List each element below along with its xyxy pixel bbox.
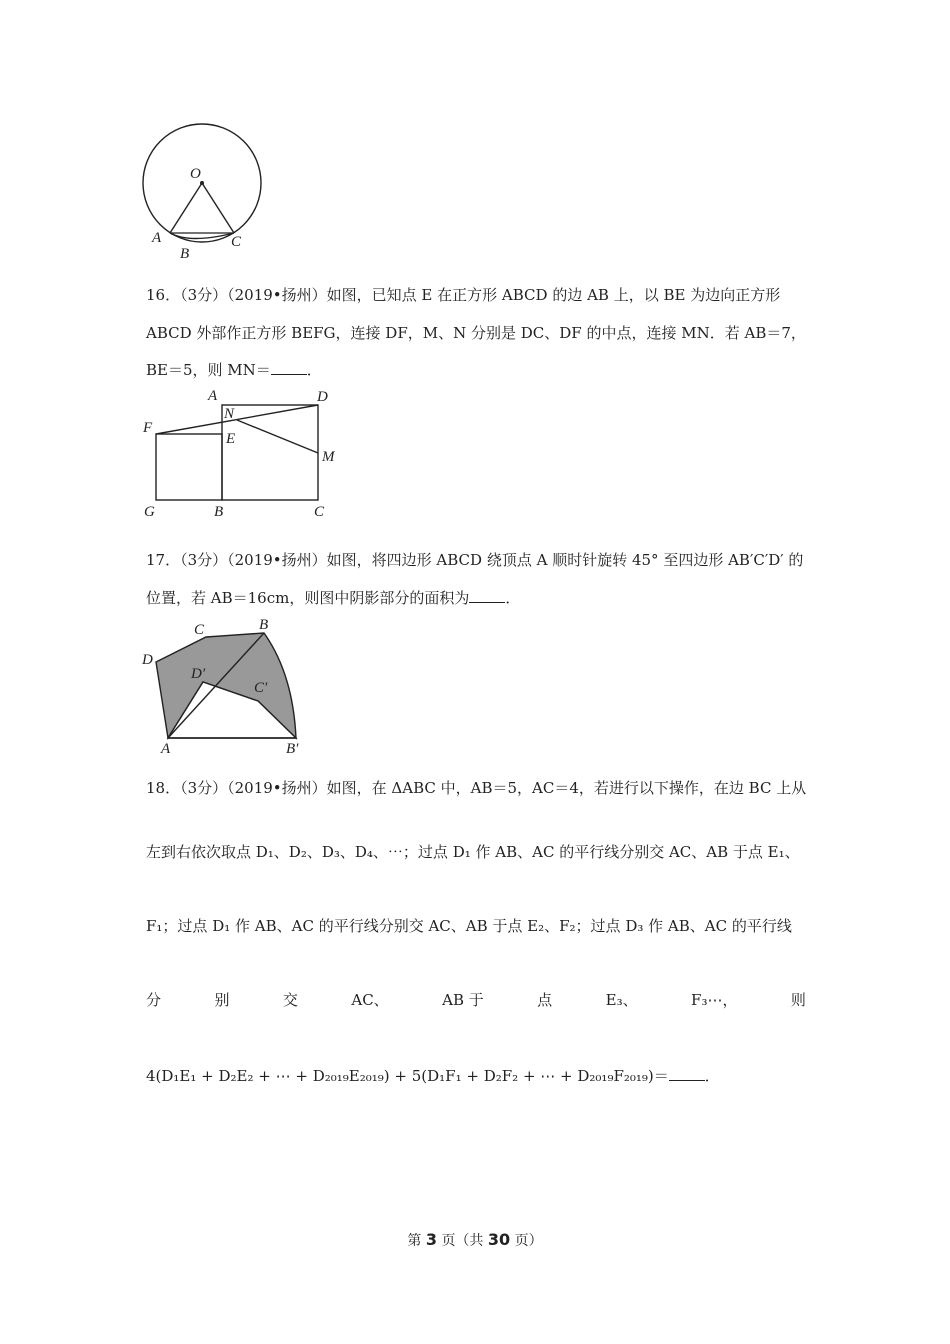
q18-line4-word-3: 交 bbox=[282, 991, 298, 1009]
label-O: O bbox=[190, 166, 201, 182]
label-N: N bbox=[224, 406, 235, 422]
figure-15-circle bbox=[138, 120, 268, 265]
q18-line2: 左到右依次取点 D₁、D₂、D₃、D₄、⋯；过点 D₁ 作 AB、AC 的平行线分别交 AC、AB 于点 E₁、 bbox=[146, 843, 800, 861]
q16-line3-text: BE＝5，则 MN＝ bbox=[146, 361, 271, 379]
q18-line4-word-7: E₃、 bbox=[605, 991, 638, 1009]
label-B: B bbox=[214, 504, 224, 520]
segment-OC bbox=[202, 183, 234, 233]
label-G: G bbox=[144, 504, 155, 520]
label-C: C bbox=[194, 622, 205, 638]
label-M: M bbox=[322, 449, 335, 465]
page-footer bbox=[0, 1230, 950, 1250]
q18-line5-end: ． bbox=[704, 1067, 720, 1085]
q17-line1: 17．（3分）（2019•扬州）如图，将四边形 ABCD 绕顶点 A 顺时针旋转 45° 至四边形 AB′C′D′ 的 bbox=[146, 551, 804, 569]
label-C: C bbox=[314, 504, 325, 520]
q18-line4-word-4: AC、 bbox=[351, 991, 389, 1009]
q17-line2-text: 位置，若 AB＝16cm，则图中阴影部分的面积为 bbox=[146, 589, 470, 607]
answer-blank-18 bbox=[669, 1066, 705, 1081]
label-E: E bbox=[226, 431, 236, 447]
label-A: A bbox=[208, 388, 218, 404]
q17-line2-end: ． bbox=[505, 589, 521, 607]
label-B-prime: B′ bbox=[286, 741, 299, 757]
footer-post: 页） bbox=[514, 1233, 543, 1249]
label-A: A bbox=[152, 230, 162, 246]
answer-blank-17 bbox=[469, 588, 505, 603]
q18-line1: 18．（3分）（2019•扬州）如图，在 ΔABC 中，AB＝5，AC＝4，若进行以下操作，在边 BC 上从 bbox=[146, 779, 807, 797]
q18-line3: F₁；过点 D₁ 作 AB、AC 的平行线分别交 AC、AB 于点 E₂、F₂；过点 D₃ 作 AB、AC 的平行线 bbox=[146, 917, 792, 935]
segment-DF bbox=[156, 405, 318, 434]
q18-line4 bbox=[146, 990, 806, 1010]
label-F: F bbox=[143, 420, 153, 436]
figure-16-squares bbox=[138, 385, 348, 525]
q16-line2: ABCD 外部作正方形 BEFG，连接 DF，M、N 分别是 DC、DF 的中点，连接 MN．若 AB＝7， bbox=[146, 324, 806, 342]
q18-line4-word-1: 分 bbox=[146, 991, 162, 1009]
footer-pre: 第 bbox=[407, 1233, 422, 1249]
q18-line4-word-2: 别 bbox=[214, 991, 230, 1009]
footer-total-pages: 30 bbox=[487, 1230, 511, 1249]
q18-line4-word-9: 则 bbox=[790, 991, 806, 1009]
q16-line3-end: ． bbox=[306, 361, 322, 379]
label-D: D bbox=[317, 389, 328, 405]
square-BEFG bbox=[156, 434, 222, 500]
label-C-prime: C′ bbox=[254, 680, 268, 696]
q18-line4-word-6: 点 bbox=[537, 991, 553, 1009]
q18-line5 bbox=[146, 1066, 720, 1086]
q18-line4-word-5: AB 于 bbox=[442, 991, 484, 1009]
footer-page-number: 3 bbox=[425, 1230, 437, 1249]
q16-line3 bbox=[146, 360, 322, 380]
q18-line5-formula: 4(D₁E₁ + D₂E₂ + ⋯ + D₂₀₁₉E₂₀₁₉) + 5(D₁F₁ + D₂F₂ + ⋯ + D₂₀₁₉F₂₀₁₉)＝ bbox=[146, 1067, 669, 1085]
label-B: B bbox=[180, 246, 190, 262]
q18-line4-word-8: F₃⋯， bbox=[691, 991, 738, 1009]
q16-line1: 16．（3分）（2019•扬州）如图，已知点 E 在正方形 ABCD 的边 AB 上，以 BE 为边向正方形 bbox=[146, 286, 781, 304]
answer-blank-16 bbox=[271, 360, 307, 375]
footer-mid: 页（共 bbox=[441, 1233, 484, 1249]
q17-line2 bbox=[146, 588, 520, 608]
label-D-prime: D′ bbox=[191, 666, 206, 682]
label-B: B bbox=[259, 617, 269, 633]
label-C: C bbox=[231, 234, 242, 250]
segment-OA bbox=[170, 183, 202, 233]
figure-17-rotation bbox=[138, 612, 313, 757]
segment-MN bbox=[237, 420, 318, 453]
label-A: A bbox=[161, 741, 171, 757]
label-D: D bbox=[142, 652, 153, 668]
